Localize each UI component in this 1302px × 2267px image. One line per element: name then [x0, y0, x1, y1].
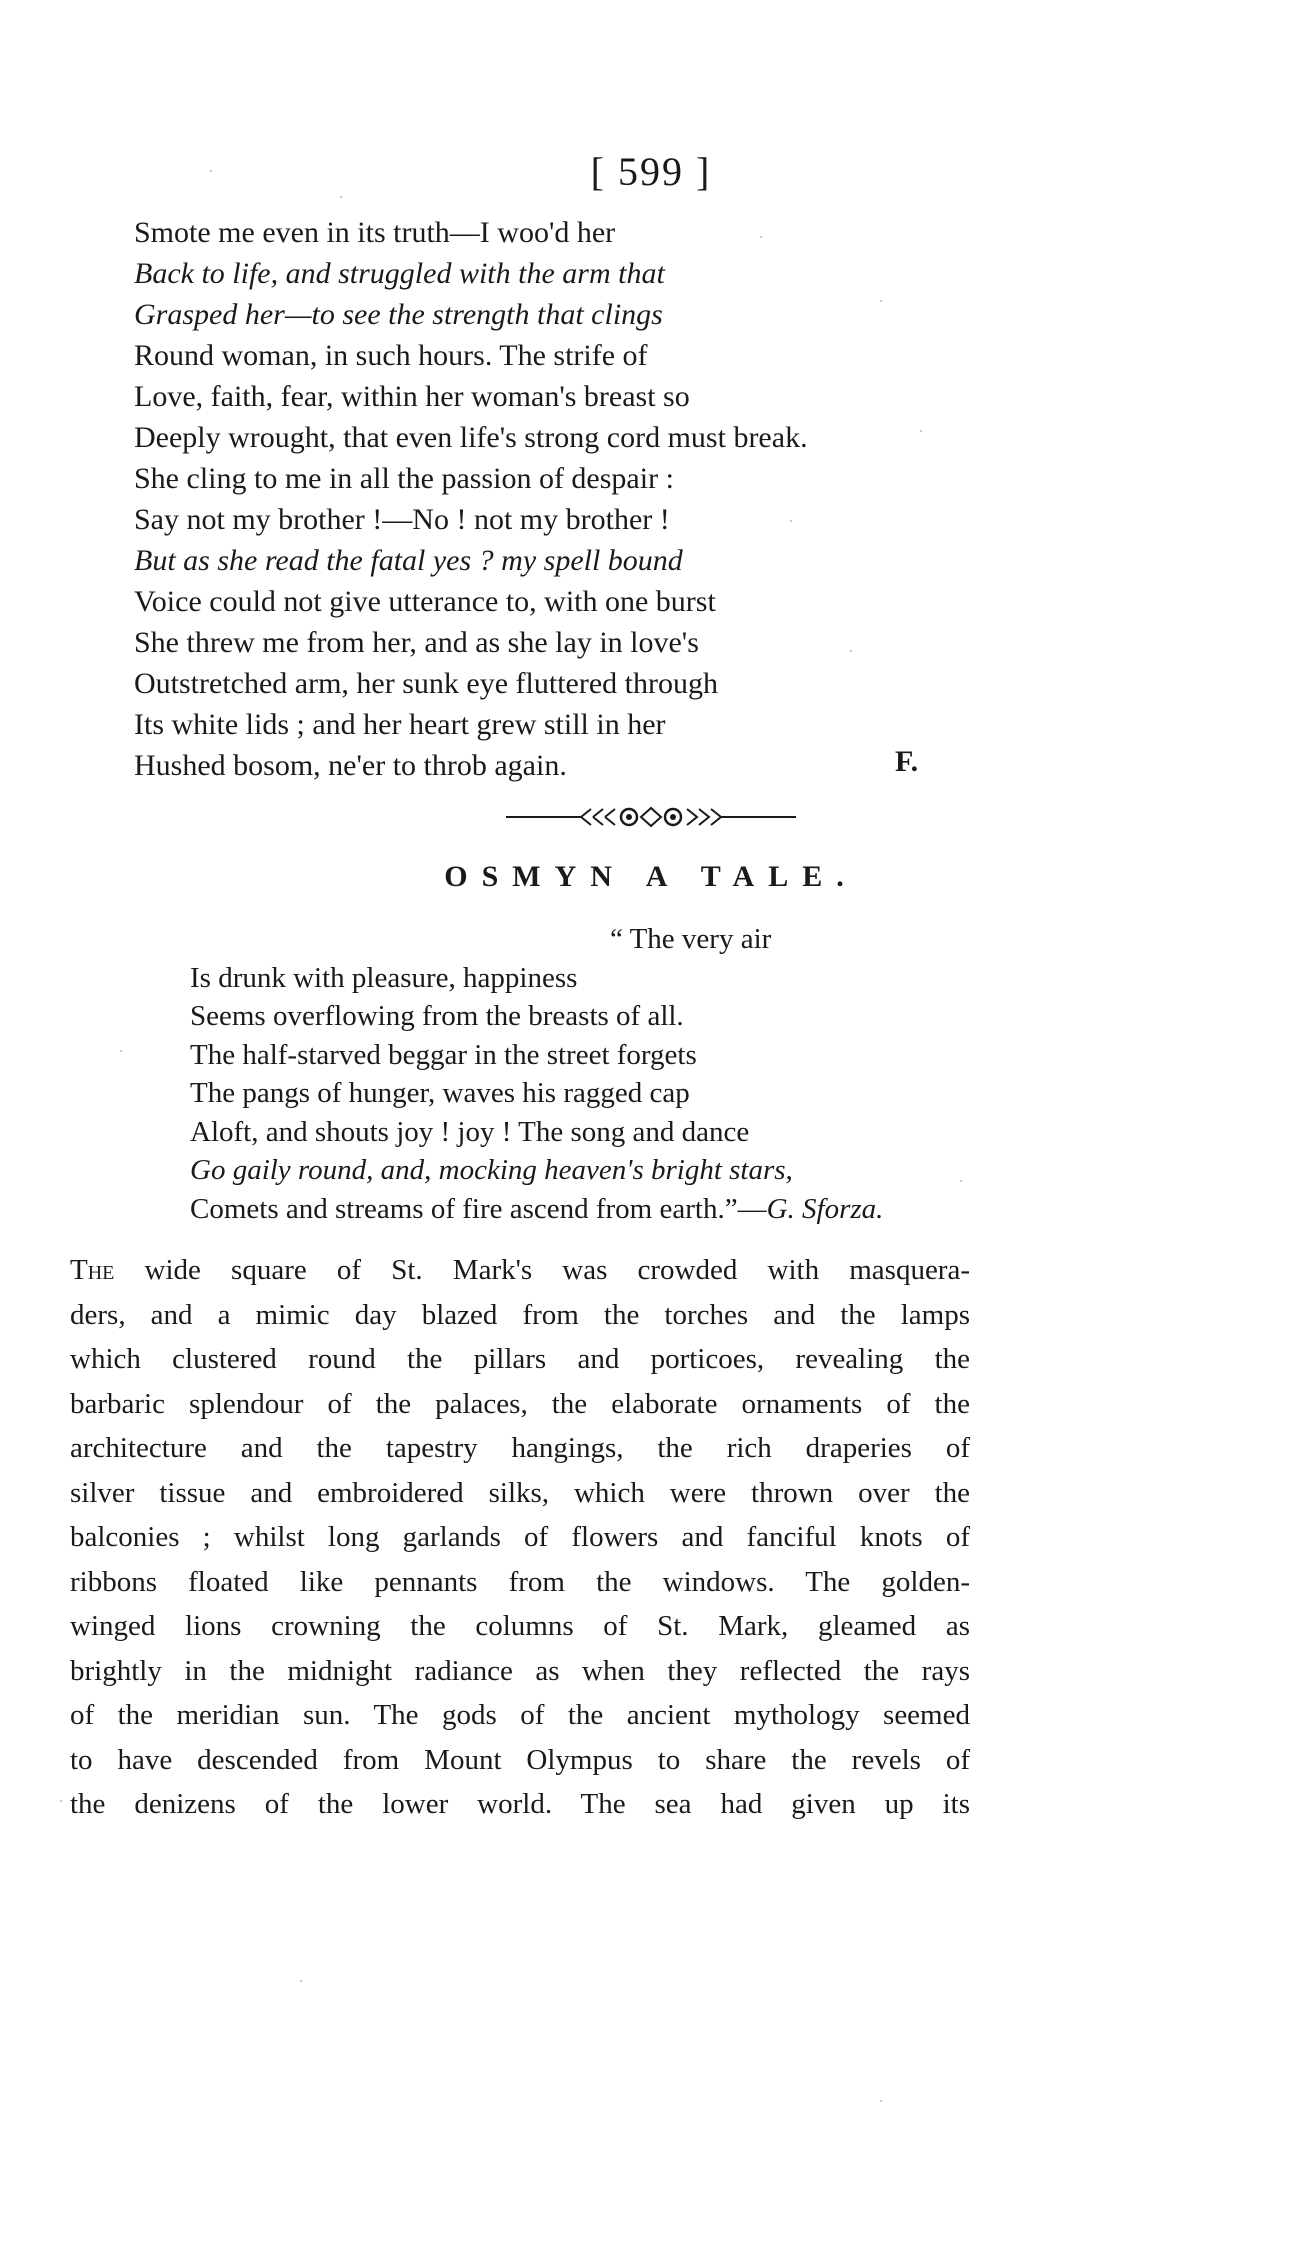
prose-line: brightly in the midnight radiance as when they reflected the rays — [70, 1654, 970, 1687]
poem-line: She cling to me in all the passion of despair : — [134, 462, 674, 495]
prose-line: architecture and the tapestry hangings, the rich draperies of — [70, 1432, 970, 1464]
section-title: OSMYN A TALE. — [444, 860, 858, 893]
prose-line-text: wide square of St. Mark's was crowded with masquera- — [114, 1254, 970, 1286]
epigraph-final-line — [190, 1190, 990, 1229]
poem-block — [134, 212, 934, 786]
section-ornament — [0, 802, 1302, 832]
prose-line: balconies ; whilst long garlands of flowers and fanciful knots of — [70, 1521, 970, 1553]
prose-line: to have descended from Mount Olympus to share the revels of — [70, 1743, 970, 1776]
poem-line: But as she read the fatal yes ? my spell bound — [134, 544, 683, 577]
epigraph-line: Comets and streams of fire ascend from earth.”— — [190, 1192, 767, 1225]
ornament-divider-icon — [501, 802, 801, 832]
poem-line: Back to life, and struggled with the arm that — [134, 257, 665, 290]
prose-line: winged lions crowning the columns of St. Mark, gleamed as — [70, 1610, 970, 1642]
poem-line: Outstretched arm, her sunk eye fluttered through — [134, 667, 718, 700]
prose-line: the denizens of the lower world. The sea had given up its — [70, 1788, 970, 1820]
epigraph-line: “ The very air — [610, 923, 772, 955]
epigraph-line: Seems overflowing from the breasts of all. — [190, 1000, 684, 1032]
prose-dropcap: The — [70, 1254, 115, 1286]
poem-line: Grasped her—to see the strength that clings — [134, 298, 663, 331]
poem-signature: F. — [895, 745, 919, 778]
epigraph-line: Aloft, and shouts joy ! joy ! The song and dance — [190, 1115, 750, 1148]
prose-line — [70, 1248, 970, 1293]
epigraph-attribution: G. Sforza. — [766, 1192, 884, 1225]
epigraph-line: Is drunk with pleasure, happiness — [190, 961, 578, 994]
epigraph-line: The pangs of hunger, waves his ragged cap — [190, 1077, 690, 1109]
poem-line: Deeply wrought, that even life's strong cord must break. — [134, 421, 808, 454]
epigraph — [190, 920, 990, 1228]
poem-line: Hushed bosom, ne'er to throb again. — [134, 749, 567, 782]
poem-line: Round woman, in such hours. The strife of — [134, 339, 648, 372]
poem-line: She threw me from her, and as she lay in love's — [134, 626, 699, 659]
prose-line: silver tissue and embroidered silks, which were thrown over the — [70, 1476, 970, 1509]
prose-line: ribbons floated like pennants from the windows. The golden- — [70, 1565, 970, 1598]
page-number: [ 599 ] — [590, 149, 712, 194]
poem-line: Smote me even in its truth—I woo'd her — [134, 216, 616, 249]
poem-line: Love, faith, fear, within her woman's breast so — [134, 380, 690, 413]
prose-line: barbaric splendour of the palaces, the elaborate ornaments of the — [70, 1387, 970, 1420]
poem-line: Say not my brother !—No ! not my brother ! — [134, 503, 670, 536]
epigraph-line: Go gaily round, and, mocking heaven's bright stars, — [190, 1154, 793, 1186]
poem-line: Voice could not give utterance to, with one burst — [134, 585, 716, 618]
prose-line: ders, and a mimic day blazed from the torches and the lamps — [70, 1298, 970, 1331]
epigraph-line: The half-starved beggar in the street forgets — [190, 1038, 697, 1071]
prose-line: of the meridian sun. The gods of the ancient mythology seemed — [70, 1699, 970, 1731]
poem-line: Its white lids ; and her heart grew still in her — [134, 708, 666, 741]
prose-line: which clustered round the pillars and porticoes, revealing the — [70, 1343, 970, 1375]
prose-body — [70, 1248, 970, 1827]
